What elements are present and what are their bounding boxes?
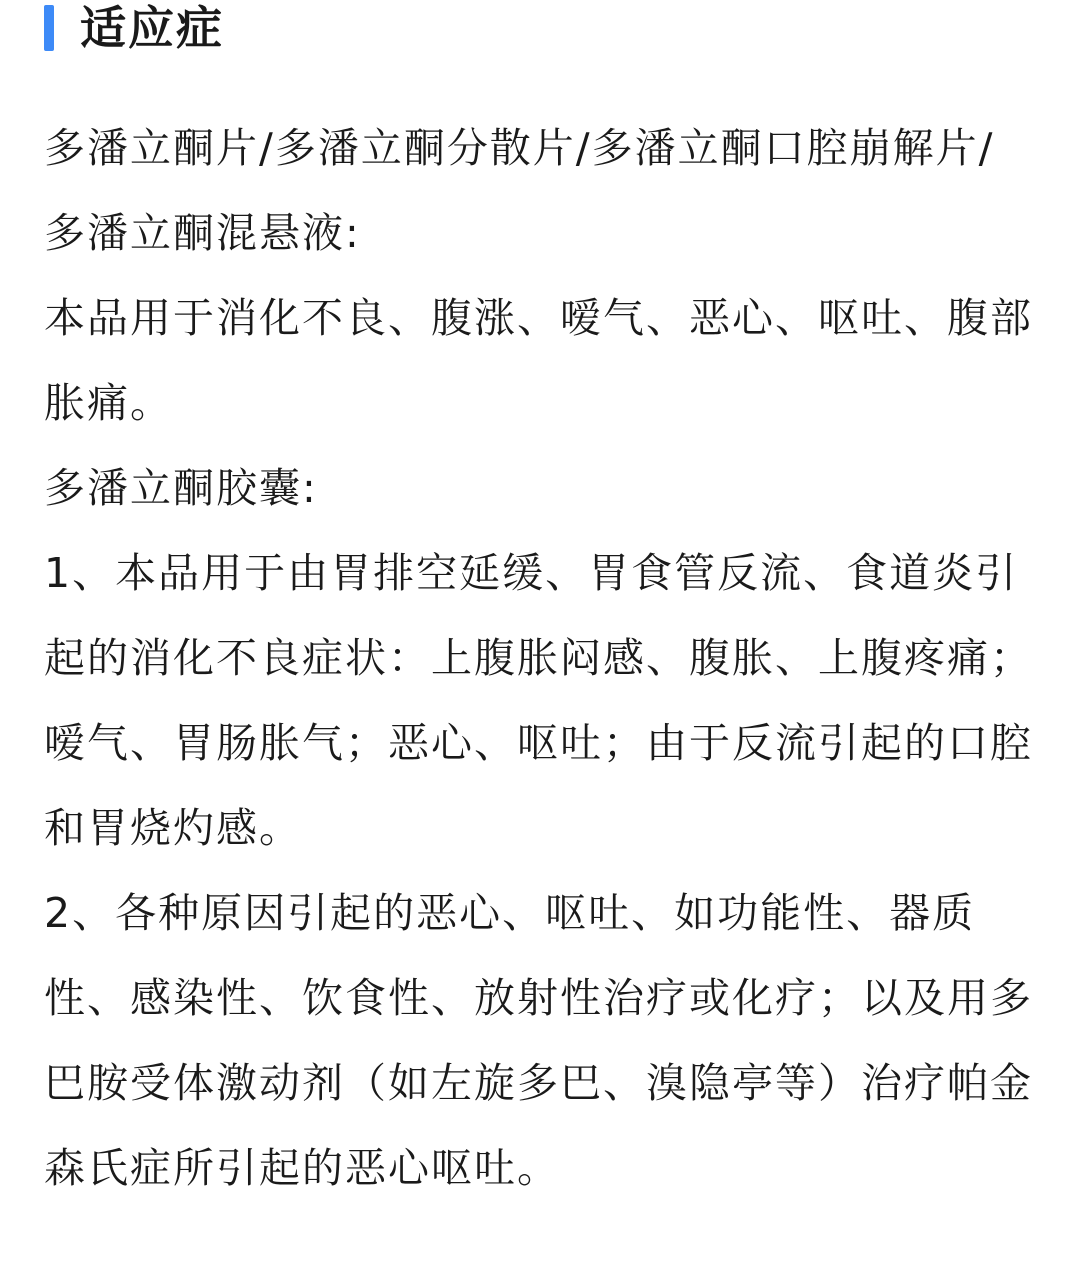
- paragraph-capsule-indication-1: 1、本品用于由胃排空延缓、胃食管反流、食道炎引起的消化不良症状：上腹胀闷感、腹胀、上腹疼痛；嗳气、胃肠胀气；恶心、呕吐；由于反流引起的口腔和胃烧灼感。: [44, 549, 1033, 852]
- section-title: 适应症: [80, 1, 224, 55]
- paragraph-tablet-forms-indication: 本品用于消化不良、腹涨、嗳气、恶心、呕吐、腹部胀痛。: [44, 294, 1033, 427]
- paragraph-capsule-heading: 多潘立酮胶囊:: [44, 464, 318, 512]
- indications-content: [44, 106, 1034, 1211]
- paragraph-capsule-indication-2: 2、各种原因引起的恶心、呕吐、如功能性、器质性、感染性、饮食性、放射性治疗或化疗；以及用多巴胺受体激动剂（如左旋多巴、溴隐亭等）治疗帕金森氏症所引起的恶心呕吐。: [44, 889, 1033, 1192]
- paragraph-tablet-forms-heading: 多潘立酮片/多潘立酮分散片/多潘立酮口腔崩解片/多潘立酮混悬液:: [44, 124, 995, 257]
- section-accent-bar: [44, 5, 54, 51]
- section-header: [44, 0, 224, 56]
